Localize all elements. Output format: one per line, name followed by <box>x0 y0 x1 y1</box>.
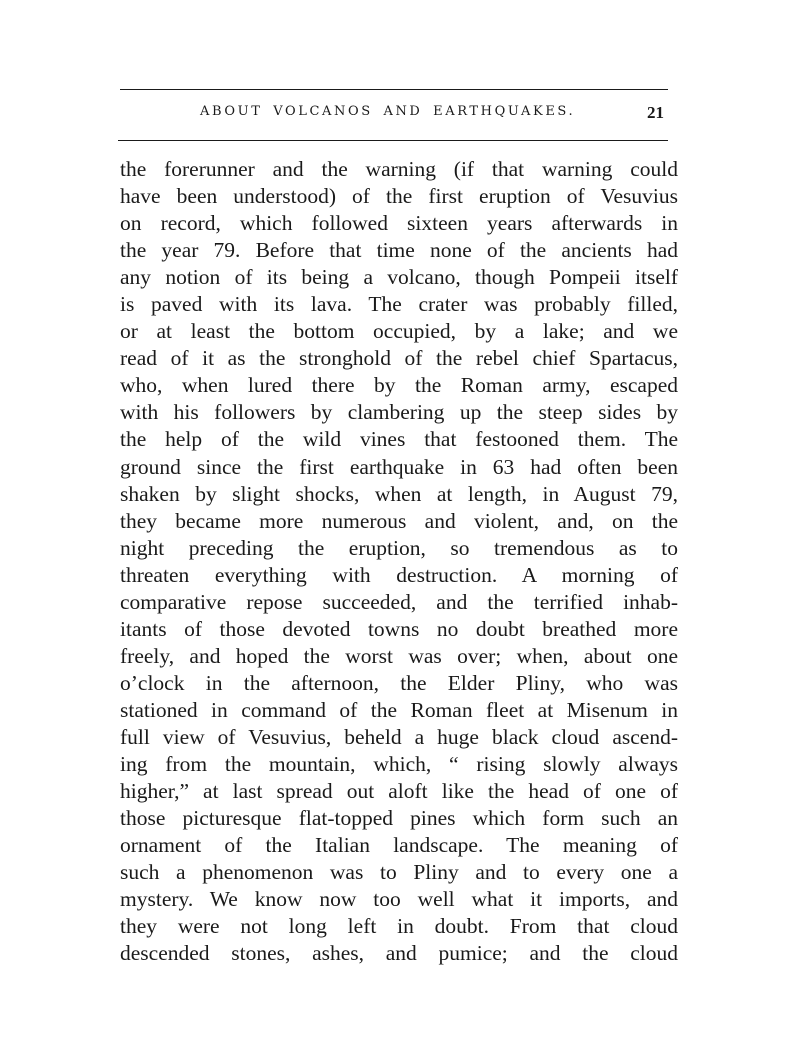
text-line: itants of those devoted towns no doubt breathed more <box>120 616 678 641</box>
text-line: with his followers by clambering up the steep sides by <box>120 400 678 425</box>
text-line: those picturesque flat-topped pines which form such an <box>120 806 678 831</box>
text-line: descended stones, ashes, and pumice; and the cloud <box>120 941 678 966</box>
text-line: read of it as the stronghold of the rebel chief Spartacus, <box>120 346 678 371</box>
text-line: such a phenomenon was to Pliny and to every one a <box>120 860 678 885</box>
body-text <box>120 156 678 967</box>
header-top-rule <box>120 89 668 90</box>
text-line: o’clock in the afternoon, the Elder Pliny, who was <box>120 670 678 695</box>
text-line: the help of the wild vines that festooned them. The <box>120 427 678 452</box>
text-line: they became more numerous and violent, and, on the <box>120 508 678 533</box>
text-line: they were not long left in doubt. From that cloud <box>120 914 678 939</box>
text-line: the year 79. Before that time none of the ancients had <box>120 238 678 263</box>
text-line: stationed in command of the Roman fleet at Misenum in <box>120 697 678 722</box>
text-line: have been understood) of the first eruption of Vesuvius <box>120 184 678 209</box>
page-number: 21 <box>647 103 664 122</box>
running-head <box>120 101 668 129</box>
text-line: the forerunner and the warning (if that warning could <box>120 157 678 181</box>
text-line: or at least the bottom occupied, by a lake; and we <box>120 319 678 344</box>
text-line: is paved with its lava. The crater was probably filled, <box>120 292 678 317</box>
text-line: full view of Vesuvius, beheld a huge black cloud ascend- <box>120 724 678 749</box>
text-line: on record, which followed sixteen years afterwards in <box>120 211 678 236</box>
text-line: who, when lured there by the Roman army, escaped <box>120 373 678 398</box>
header-bottom-rule <box>118 140 668 141</box>
text-line: night preceding the eruption, so tremendous as to <box>120 535 678 560</box>
text-line: freely, and hoped the worst was over; when, about one <box>120 643 678 668</box>
text-line: comparative repose succeeded, and the terrified inhab- <box>120 589 678 614</box>
text-line: threaten everything with destruction. A morning of <box>120 562 678 587</box>
text-line: ornament of the Italian landscape. The meaning of <box>120 833 678 858</box>
text-line: mystery. We know now too well what it imports, and <box>120 887 678 912</box>
text-line: shaken by slight shocks, when at length, in August 79, <box>120 481 678 506</box>
text-line: higher,” at last spread out aloft like the head of one of <box>120 779 678 804</box>
text-line: ing from the mountain, which, “ rising slowly always <box>120 752 678 777</box>
text-line: any notion of its being a volcano, though Pompeii itself <box>120 265 678 290</box>
text-line: ground since the first earthquake in 63 had often been <box>120 454 678 479</box>
running-title: ABOUT VOLCANOS AND EARTHQUAKES. <box>200 104 576 119</box>
